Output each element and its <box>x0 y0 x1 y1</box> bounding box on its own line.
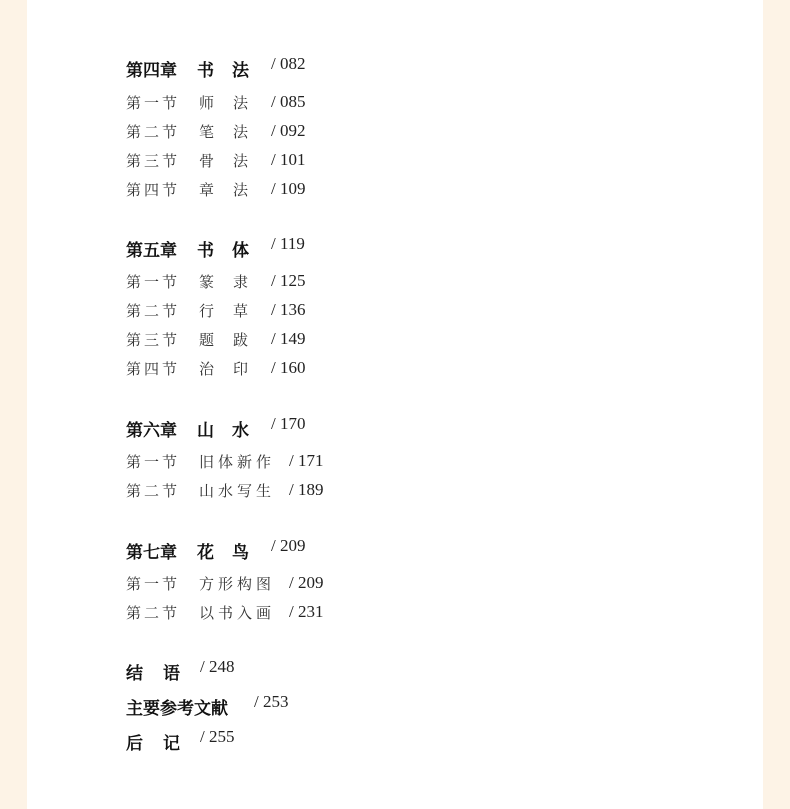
section-title: 骨法 <box>199 152 268 170</box>
section-title: 方形构图 <box>199 575 276 593</box>
page-number: / 170 <box>271 414 306 433</box>
page-number: / 082 <box>271 54 306 73</box>
section-title: 题跋 <box>199 331 268 349</box>
section-title: 篆隶 <box>199 273 268 291</box>
page-number: / 136 <box>271 300 306 319</box>
section-label: 第二节 <box>126 482 181 500</box>
page-number: / 125 <box>271 271 306 290</box>
page-number: / 101 <box>271 150 306 169</box>
section-label: 第四节 <box>126 360 181 378</box>
section-label: 第一节 <box>126 453 181 471</box>
document-page <box>27 0 763 809</box>
section-label: 第一节 <box>126 273 181 291</box>
section-title: 治印 <box>199 360 268 378</box>
section-title: 笔法 <box>199 123 268 141</box>
section-title: 以书入画 <box>199 604 276 622</box>
section-title: 山水写生 <box>199 482 276 500</box>
section-title: 章法 <box>199 181 268 199</box>
section-label: 第一节 <box>126 575 181 593</box>
page-number: / 092 <box>271 121 306 140</box>
chapter-label: 第五章 <box>126 241 177 261</box>
page-number: / 109 <box>271 179 306 198</box>
page-number: / 171 <box>289 451 324 470</box>
section-label: 第三节 <box>126 331 181 349</box>
section-label: 第四节 <box>126 181 181 199</box>
chapter-label: 第四章 <box>126 61 177 81</box>
page-number: / 209 <box>271 536 306 555</box>
section-label: 第一节 <box>126 94 181 112</box>
chapter-title: 书法 <box>197 61 267 81</box>
page-number: / 253 <box>254 692 289 711</box>
section-title: 行草 <box>199 302 268 320</box>
chapter-title: 花鸟 <box>197 543 267 563</box>
section-title: 旧体新作 <box>199 453 276 471</box>
section-label: 第三节 <box>126 152 181 170</box>
page-number: / 209 <box>289 573 324 592</box>
section-label: 第二节 <box>126 604 181 622</box>
end-matter-label: 主要参考文献 <box>126 699 228 719</box>
page-number: / 231 <box>289 602 324 621</box>
chapter-label: 第七章 <box>126 543 177 563</box>
chapter-title: 书体 <box>197 241 267 261</box>
section-title: 师法 <box>199 94 268 112</box>
chapter-label: 第六章 <box>126 421 177 441</box>
page-number: / 119 <box>271 234 305 253</box>
page-number: / 248 <box>200 657 235 676</box>
section-label: 第二节 <box>126 123 181 141</box>
section-label: 第二节 <box>126 302 181 320</box>
end-matter-label: 结语 <box>126 664 200 684</box>
table-of-contents <box>27 0 763 809</box>
page-number: / 160 <box>271 358 306 377</box>
chapter-title: 山水 <box>197 421 267 441</box>
page-number: / 255 <box>200 727 235 746</box>
page-number: / 149 <box>271 329 306 348</box>
end-matter-label: 后记 <box>126 734 200 754</box>
page-number: / 189 <box>289 480 324 499</box>
page-number: / 085 <box>271 92 306 111</box>
